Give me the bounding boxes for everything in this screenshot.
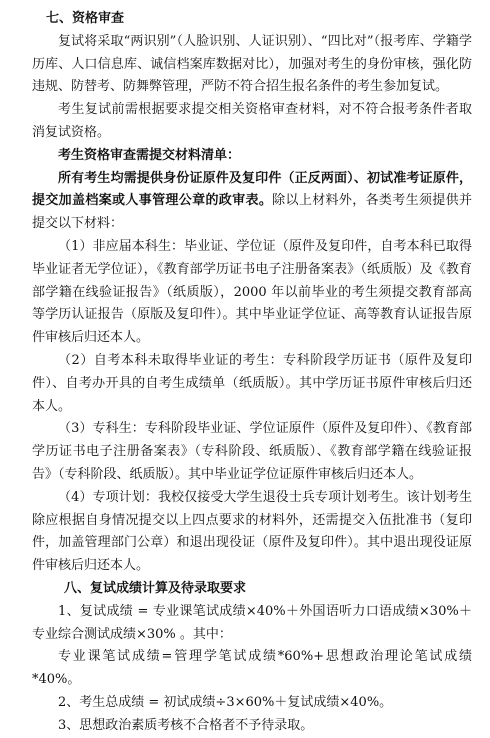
score-formula-subtotal: 专业课笔试成绩=管理学笔试成绩*60%+思想政治理论笔试成绩*40%。 (32, 649, 472, 688)
section-8-title: 八、复试成绩计算及待录取要求 (64, 580, 247, 596)
material-item-3: （3）专科生：专科阶段毕业证、学位证原件（原件及复印件）、《教育部学历证书电子注册备案表》（专科阶段、纸质版）、《教育部学籍在线验证报告》（专科阶段、纸质版）。其中毕业证学位证原件审核后归还本人。 (32, 421, 472, 482)
material-item-4: （4）专项计划：我校仅接受大学生退役士兵专项计划考生。该计划考生除应根据自身情况提交以上四点要求的材料外，还需提交入伍批准书（复印件，加盖管理部门公章）和退出现役证（原件及复印件）。其中退出现役证原件审核后归还本人。 (32, 489, 472, 574)
materials-additional: 除以上材料外，各类考生须提供并提交以下材料： (32, 193, 472, 232)
score-formula-1: 1、复试成绩 = 专业课笔试成绩×40%＋外国语听力口语成绩×30%＋专业综合测试成绩×30% 。其中： (32, 603, 472, 642)
section-7-title: 七、资格审查 (46, 11, 125, 26)
material-item-1: （1）非应届本科生：毕业证、学位证（原件及复印件，自考本科已取得毕业证者无学位证），《教育部学历证书电子注册备案表》（纸质版）及《教育部学籍在线验证报告》（纸质版），2000 年以前毕业的考生须提交教育部高等学历认证报告（原版及复印件）。其中毕业证学位证、高等教育认证报告原件审核后归还本人。 (32, 238, 472, 346)
materials-heading: 考生资格审查需提交材料清单： (58, 147, 241, 163)
section-7-paragraph-1: 复试将采取“两识别”（人脸识别、人证识别）、“四比对”（报考库、学籍学历库、人口信息库、诚信档案库数据对比），加强对考生的身份审核，强化防违规、防替考、防舞弊管理，严防不符合招生报名条件的考生参加复试。 (32, 33, 472, 95)
materials-paragraph (32, 168, 472, 236)
materials-required-bold: 所有考生均需提供身份证原件及复印件（正反两面）、初试准考证原件，提交加盖档案或人事管理公章的政审表。 (32, 170, 472, 209)
score-formula-2: 2、考生总成绩 = 初试成绩÷3×60%＋复试成绩×40%。 (58, 694, 393, 710)
section-7-paragraph-2: 考生复试前需根据要求提交相关资格审查材料，对不符合报考条件者取消复试资格。 (32, 102, 472, 140)
material-item-2: （2）自考本科未取得毕业证的考生：专科阶段学历证书（原件及复印件）、自考办开具的自考生成绩单（纸质版）。其中学历证书原件审核后归还本人。 (32, 352, 472, 414)
political-requirement: 3、思想政治素质考核不合格者不予待录取。 (58, 717, 314, 733)
